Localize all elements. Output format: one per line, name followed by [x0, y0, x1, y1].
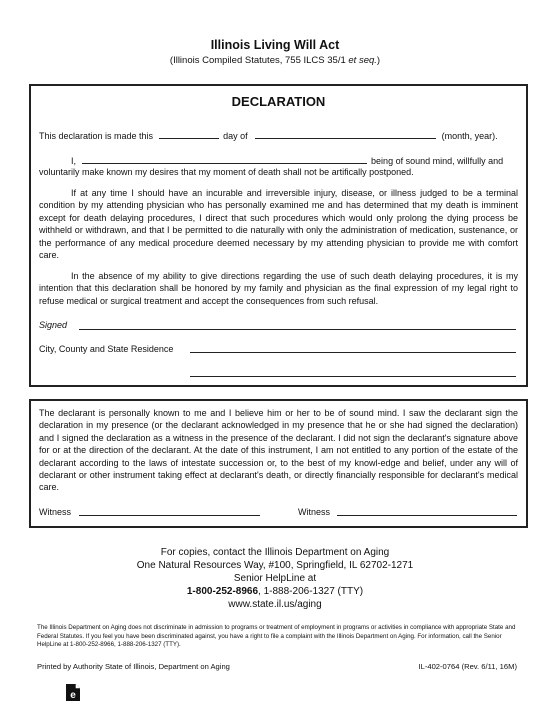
tty-phone: , 1-888-206-1327 (TTY): [258, 586, 364, 597]
witness-box: [29, 399, 528, 528]
declaration-box: [29, 84, 528, 387]
signature-field[interactable]: [79, 329, 516, 330]
helpline-label: Senior HelpLine at: [233, 573, 317, 584]
made-this-label: This declaration is made this: [39, 131, 154, 141]
non-discrimination-notice: The Illinois Department on Aging does not discriminate in admission to programs or treatment of employment in programs or activities in compliance with appropriate State and Federal Statutes. If you feel you have been discriminated against, you have a right to file a complaint with the Illinois Department on Aging. For information, call the Senior HelpLine at 1-800-252-8966, 1-888-206-1327 (TTY).: [37, 624, 516, 649]
terminal-condition-paragraph: If at any time I should have an incurable and irreversible injury, disease, or illness judged to be a terminal condition by my attending physician who has personally examined me and has determined that my death is imminent except for death delaying procedures, I direct that such procedures which would only prolong the dying process be withheld or withdrawn, and that I be permitted to die naturally with only the administration of medication, sustenance, or the performance of any medical procedure deemed necessary by my attending physician to provide me with comfort care.: [39, 188, 518, 261]
sound-mind-label: being of sound mind, willfully and: [371, 156, 504, 166]
form-id: IL-402-0764 (Rev. 6/11, 16M): [418, 662, 517, 671]
page-title: Illinois Living Will Act: [210, 38, 340, 52]
intention-paragraph: In the absence of my ability to give directions regarding the use of such death delaying procedures, it is my intention that this declaration shall be honored by my family and physician as the final expression of my legal right to refuse medical or surgical treatment and accept the consequences from such refusal.: [39, 271, 518, 306]
day-of-label: day of: [223, 131, 248, 141]
witness-statement: The declarant is personally known to me and I believe him or her to be of sound mind. I saw the declarant sign the declaration in my presence (or the declarant acknowledged in my presence that he or she had signed the declaration) and I signed the declaration as a witness in the presence of the declarant. I did not sign the declarant's signature above for or at the direction of the declarant. At the date of this instrument, I am not entitled to any portion of the estate of the declarant according to the laws of intestate succession or, to the best of my knowl-edge and belief, under any will of declarant or other instrument taking effect at declarant's death, or directly financially responsible for declarant's medical care.: [39, 408, 518, 493]
witness2-signature-field[interactable]: [337, 515, 517, 516]
month-year-field[interactable]: [255, 129, 436, 139]
statute-citation: [0, 55, 550, 66]
contact-address: One Natural Resources Way, #100, Springfield, IL 62702-1271: [136, 560, 414, 571]
declaration-heading: DECLARATION: [231, 94, 326, 109]
svg-text:e: e: [70, 690, 76, 701]
signed-label: Signed: [39, 320, 68, 330]
document-e-logo-icon: [66, 684, 80, 701]
i-label: I,: [71, 156, 77, 166]
witness1-label: Witness: [39, 507, 72, 517]
month-year-label: (month, year).: [441, 131, 498, 141]
website-link[interactable]: www.state.il.us/aging: [228, 599, 322, 610]
helpline-phone[interactable]: 1-800-252-8966: [186, 586, 259, 597]
citation-close: ): [376, 55, 381, 66]
day-field[interactable]: [159, 129, 219, 139]
citation-italic: et seq.: [348, 55, 377, 66]
helpline-phones: [0, 585, 550, 598]
contact-line1: For copies, contact the Illinois Department on Aging: [160, 547, 390, 558]
citation-text: (Illinois Compiled Statutes, 755 ILCS 35/1: [169, 55, 349, 66]
residence-field[interactable]: [190, 352, 516, 353]
residence-label: City, County and State Residence: [39, 344, 174, 354]
residence-field-2[interactable]: [190, 376, 516, 377]
printed-by: Printed by Authority State of Illinois, Department on Aging: [37, 662, 230, 671]
witness2-label: Witness: [298, 507, 331, 517]
declarant-name-field[interactable]: [82, 154, 367, 164]
date-line: [39, 129, 498, 142]
witness1-signature-field[interactable]: [79, 515, 260, 516]
voluntarily-line: voluntarily make known my desires that my moment of death shall not be artifically postponed.: [39, 167, 414, 177]
